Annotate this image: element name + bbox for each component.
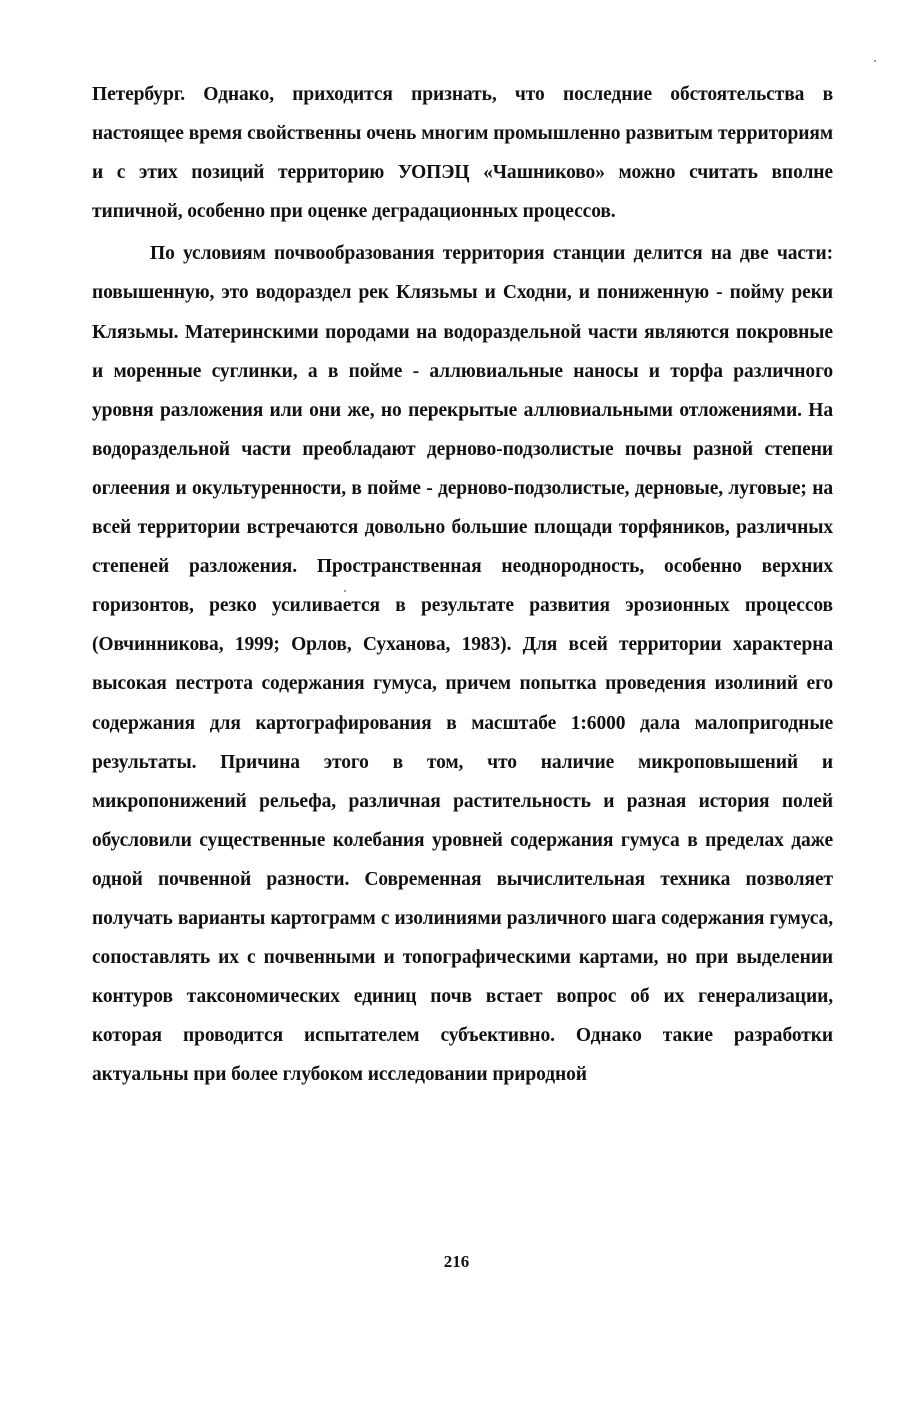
page-number: 216 (443, 1252, 470, 1271)
paragraph-soil-conditions: По условиям почвообразования территория станции делится на две части: повышенную, это водораздел рек Клязьмы и Сходни, и пониженную - пойму реки Клязьмы. Материнскими породами на водораздельной части являются покровные и моренные суглинки, а в пойме - аллювиальные наносы и торфа различного уровня разложения или они же, но перекрытые аллювиальными отложениями. На водораздельной части преобладают дерново-подзолистые почвы разной степени оглеения и окультуренности, в пойме - дерново-подзолистые, дерновые, луговые; на всей территории встречаются довольно большие площади торфяников, различных степеней разложения. Пространственная неоднородность, особенно верхних горизонтов, резко усиливается в результате развития эрозионных процессов (Овчинникова, 1999; Орлов, Суханова, 1983). Для всей территории характерна высокая пестрота содержания гумуса, причем попытка проведения изолиний его содержания для картографирования в масштабе 1:6000 дала малопригодные результаты. Причина этого в том, что наличие микроповышений и микропонижений рельефа, различная растительность и разная история полей обусловили существенные колебания уровней содержания гумуса в пределах даже одной почвенной разности. Современная вычислительная техника позволяет получать варианты картограмм с изолиниями различного шага содержания гумуса, сопоставлять их с почвенными и топографическими картами, но при выделении контуров таксономических единиц почв встает вопрос об их генерализации, которая проводится испытателем субъективно. Однако такие разработки актуальны при более глубоком исследовании природной (92, 243, 833, 1086)
page-body (92, 75, 833, 1094)
scan-speck (344, 590, 346, 592)
paragraph-continuation: Петербург. Однако, приходится признать, что последние обстоятельства в настоящее время свойственны очень многим промышленно развитым территориям и с этих позиций территорию УОПЭЦ «Чашниково» можно считать вполне типичной, особенно при оценке деградационных процессов. (92, 84, 833, 223)
scan-speck (874, 60, 876, 62)
